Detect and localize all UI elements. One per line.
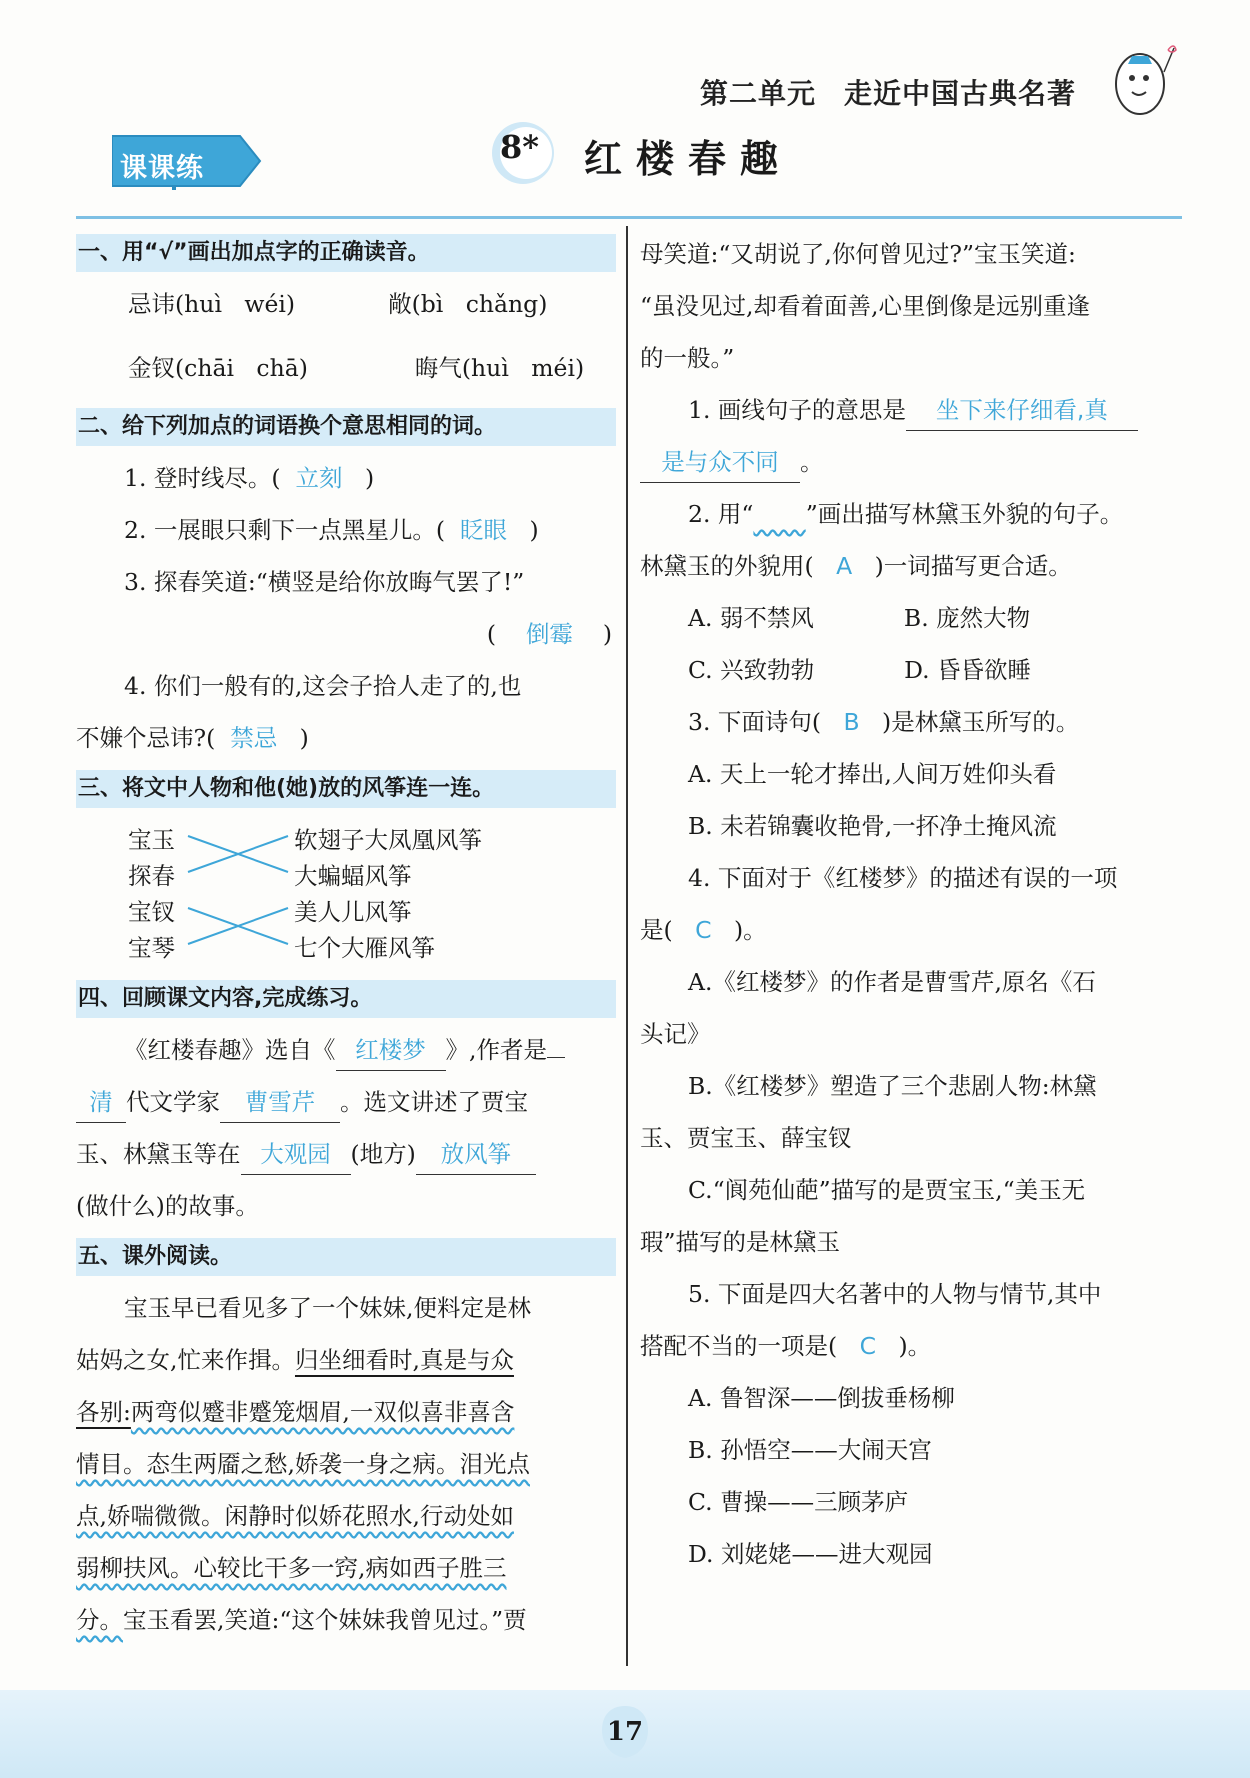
section-2-title: 二、给下列加点的词语换个意思相同的词。 xyxy=(76,408,616,446)
r-q4-opt-a2: 头记》 xyxy=(640,1020,711,1048)
pinyin-row-2: 金钗(chāi chā) 晦气(huì méi) xyxy=(128,354,585,382)
passage-line-6: 弱柳扶风。心较比干多一窍,病如西子胜三 xyxy=(76,1554,507,1582)
s2-q4: 4. 你们一般有的,这会子拾人走了的,也 xyxy=(124,672,522,700)
passage-line-7: 分。宝玉看罢,笑道:“这个妹妹我曾见过。”贾 xyxy=(76,1606,527,1634)
unit-theme: 走近中国古典名著 xyxy=(844,77,1077,110)
mascot-icon xyxy=(1108,42,1178,122)
s2-a3: ( 倒霉 ) xyxy=(486,620,612,648)
matching-lines xyxy=(76,814,616,974)
kite-matching xyxy=(76,814,616,974)
r-passage-3: 的一般。” xyxy=(640,344,735,372)
s4-line-4: (做什么)的故事。 xyxy=(76,1192,259,1220)
header-rule xyxy=(76,216,1182,219)
r-q3-opt-a: A. 天上一轮才捧出,人间万姓仰头看 xyxy=(688,760,1057,788)
section-3-title: 三、将文中人物和他(她)放的风筝连一连。 xyxy=(76,770,616,808)
unit-label: 第二单元 xyxy=(700,77,817,110)
r-q5-opt-c: C. 曹操——三顾茅庐 xyxy=(688,1488,909,1516)
r-q4-opt-b2: 玉、贾宝玉、薛宝钗 xyxy=(640,1124,852,1152)
passage-line-4: 情目。态生两靥之愁,娇袭一身之病。泪光点 xyxy=(76,1450,530,1478)
r-q5-opt-b: B. 孙悟空——大闹天宫 xyxy=(688,1436,932,1464)
right-column xyxy=(640,228,1185,1580)
r-q4-opt-a1: A.《红楼梦》的作者是曹雪芹,原名《石 xyxy=(688,968,1096,996)
r-q1: 1. 画线句子的意思是 坐下来仔细看,真 xyxy=(640,384,1185,436)
r-q2-opts-1: A. 弱不禁风 B. 庞然大物 xyxy=(688,604,1031,632)
pinyin-row-1: 忌讳(huì wéi) 敞(bì chǎng) xyxy=(128,290,548,318)
kite-4: 七个大雁风筝 xyxy=(294,934,435,962)
column-divider xyxy=(626,226,628,1666)
passage-line-2: 姑妈之女,忙来作揖。归坐细看时,真是与众 xyxy=(76,1346,514,1374)
r-q4b: 是( C )。 xyxy=(640,916,767,944)
section-4-title: 四、回顾课文内容,完成练习。 xyxy=(76,980,616,1018)
left-column xyxy=(76,228,616,1646)
r-q3-opt-b: B. 未若锦囊收艳骨,一抔净土掩风流 xyxy=(688,812,1057,840)
section-1-title: 一、用“√”画出加点字的正确读音。 xyxy=(76,234,616,272)
person-2: 探春 xyxy=(128,862,175,890)
passage-line-5: 点,娇喘微微。闲静时似娇花照水,行动处如 xyxy=(76,1502,514,1530)
r-q4: 4. 下面对于《红楼梦》的描述有误的一项 xyxy=(688,864,1118,892)
unit-header xyxy=(700,72,1104,112)
s2-q2: 2. 一展眼只剩下一点黑星儿。( 眨眼 ) xyxy=(124,516,539,544)
kite-3: 美人儿风筝 xyxy=(294,898,412,926)
kite-1: 软翅子大凤凰风筝 xyxy=(294,826,482,854)
s2-q1: 1. 登时线尽。( 立刻 ) xyxy=(124,464,375,492)
r-q2: 2. 用“ ”画出描写林黛玉外貌的句子。 xyxy=(688,500,1124,528)
s4-line-1: 《红楼春趣》选自《 红楼梦 》,作者是 xyxy=(76,1024,616,1076)
passage-line-1: 宝玉早已看见多了一个妹妹,便料定是林 xyxy=(124,1294,531,1322)
lesson-number: 8* xyxy=(500,128,539,166)
r-q1b: 是与众不同 。 xyxy=(640,436,1185,488)
r-q2c: 林黛玉的外貌用( A )一词描写更合适。 xyxy=(640,552,1072,580)
person-1: 宝玉 xyxy=(128,826,175,854)
r-passage-2: “虽没见过,却看着面善,心里倒像是远别重逢 xyxy=(640,292,1090,320)
r-q4-opt-c2: 瑕”描写的是林黛玉 xyxy=(640,1228,841,1256)
passage-line-3: 各别:两弯似蹙非蹙笼烟眉,一双似喜非喜含 xyxy=(76,1398,515,1426)
kite-2: 大蝙蝠风筝 xyxy=(294,862,412,890)
r-q3: 3. 下面诗句( B )是林黛玉所写的。 xyxy=(688,708,1080,736)
r-q5-opt-a: A. 鲁智深——倒拔垂杨柳 xyxy=(688,1384,955,1412)
person-4: 宝琴 xyxy=(128,934,175,962)
s4-line-3: 玉、林黛玉等在 大观园 (地方) 放风筝 xyxy=(76,1128,616,1180)
r-q5-opt-d: D. 刘姥姥——进大观园 xyxy=(688,1540,933,1568)
r-q5b: 搭配不当的一项是( C )。 xyxy=(640,1332,932,1360)
s2-q3: 3. 探春笑道:“横竖是给你放晦气罢了!” xyxy=(124,568,525,596)
person-3: 宝钗 xyxy=(128,898,175,926)
s2-q4b: 不嫌个忌讳?( 禁忌 ) xyxy=(76,724,309,752)
badge-label: 课课练 xyxy=(120,153,204,184)
r-q2-opts-2: C. 兴致勃勃 D. 昏昏欲睡 xyxy=(688,656,1032,684)
lesson-title: 红楼春趣 xyxy=(584,136,793,181)
r-q4-opt-b1: B.《红楼梦》塑造了三个悲剧人物:林黛 xyxy=(688,1072,1097,1100)
s4-line-2: 清 代文学家 曹雪芹 。选文讲述了贾宝 xyxy=(76,1076,616,1128)
r-q5: 5. 下面是四大名著中的人物与情节,其中 xyxy=(688,1280,1102,1308)
r-passage-1: 母笑道:“又胡说了,你何曾见过?”宝玉笑道: xyxy=(640,240,1076,268)
page-number: 17 xyxy=(606,1717,644,1747)
r-q4-opt-c1: C.“阆苑仙葩”描写的是贾宝玉,“美玉无 xyxy=(688,1176,1086,1204)
section-5-title: 五、课外阅读。 xyxy=(76,1238,616,1276)
